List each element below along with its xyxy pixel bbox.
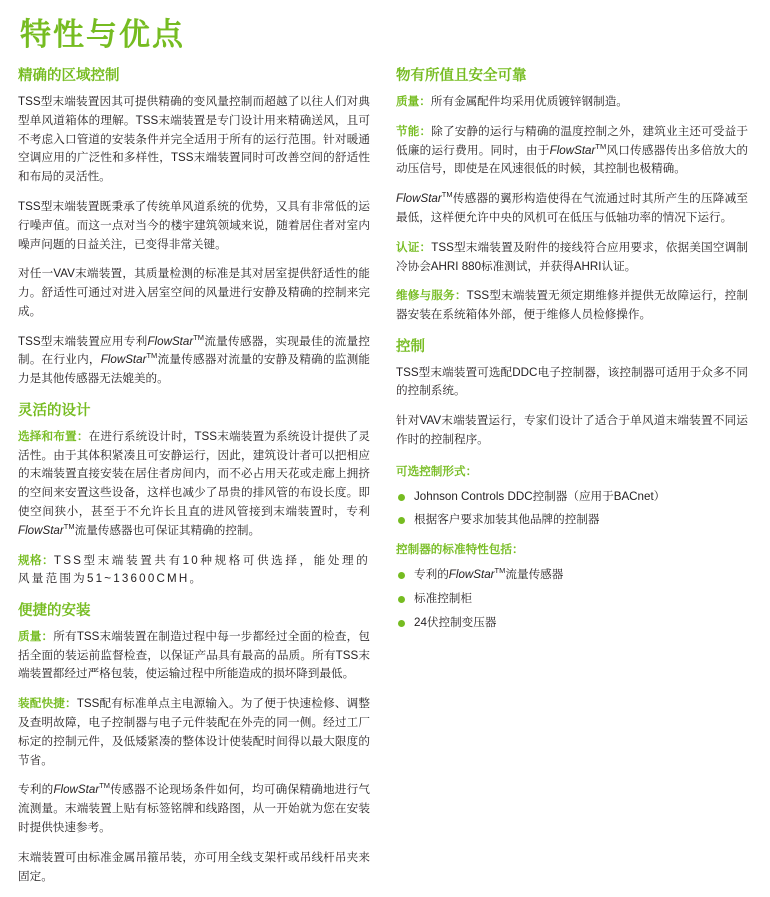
paragraph-text: TSS型末端装置及附件的接线符合应用要求，依据美国空调制冷协会AHRI 880标准测试，并获得AHRI认证。 <box>396 240 748 273</box>
paragraph-text: TSS型末端装置共有10种规格可供选择，能处理的风量范围为51~13600CMH。 <box>18 553 370 586</box>
paragraph: TSS型末端装置因其可提供精确的变风量控制而超越了以往人们对典型单风道箱体的理解。TSS末端装置是专门设计用来精确送风，且可不考虑入口管道的安装条件并完全适用于所有的运行范围。针对暖通空调应用的广泛性和多样性，TSS末端装置同时可改善空间的舒适性和布局的灵活性。 <box>18 95 370 184</box>
list-item: 根据客户要求加装其他品牌的控制器 <box>396 511 748 530</box>
paragraph: TSS型末端装置可选配DDC电子控制器，该控制器可适用于众多不同的控制系统。 <box>396 365 748 398</box>
right-column <box>396 67 748 897</box>
section-heading-value-reliability: 物有所值且安全可靠 <box>396 68 527 85</box>
paragraph: TSS型末端装置应用专利FlowStar™流量传感器，实现最佳的流量控制。在行业内，FlowStar™流量传感器对流量的安静及精确的监测能力是其他传感器无法媲美的。 <box>18 332 370 386</box>
paragraph-lead: 装配快捷： <box>18 697 77 711</box>
paragraph-text: TSS型末端装置无须定期维修并提供无故障运行，控制器安装在系统箱体外部，便于维修人员检修操作。 <box>396 289 748 322</box>
paragraph-lead: 规格： <box>18 553 54 567</box>
section-heading-control: 控制 <box>396 338 425 355</box>
control-options-list <box>396 488 748 531</box>
section-heading-flexible-design: 灵活的设计 <box>18 402 91 419</box>
paragraph: 专利的FlowStar™传感器不论现场条件如何，均可确保精确地进行气流测量。末端装置上贴有标签铭牌和线路图，从一开始就为您在安装时提供快速参考。 <box>18 781 370 834</box>
controller-features-list <box>396 566 748 632</box>
paragraph: FlowStar™传感器的翼形构造使得在气流通过时其所产生的压降减至最低，这样便允许中央的风机可在低压与低轴功率的情况下运行。 <box>396 190 748 224</box>
paragraph <box>396 93 748 112</box>
paragraph-text: 除了安静的运行与精确的温度控制之外，建筑业主还可受益于低廉的运行费用。同时，由于FlowStar™风口传感器传出多倍放大的动压信号，即使是在风速很低的时候，其控制也极精确。 <box>396 124 748 176</box>
paragraph <box>18 628 370 684</box>
paragraph-text: 所有TSS末端装置在制造过程中每一步都经过全面的检查，包括全面的装运前监督检查，以保证产品具有最高的品质。所有TSS末端装置都经过严格包装，使运输过程中所能造成的损坏降到最低。 <box>18 629 370 681</box>
paragraph <box>18 552 370 590</box>
section-heading-zone-control: 精确的区域控制 <box>18 68 120 85</box>
list-item: 专利的FlowStar™流量传感器 <box>396 566 748 585</box>
paragraph <box>18 428 370 541</box>
paragraph-lead: 选择和布置： <box>18 429 89 443</box>
list-item: 24伏控制变压器 <box>396 614 748 633</box>
paragraph-lead: 认证： <box>396 240 432 254</box>
paragraph: 对任一VAV末端装置，其质量检测的标准是其对居室提供舒适性的能力。舒适性可通过对进入居室空间的风量进行安静及精确的控制来完成。 <box>18 267 370 318</box>
list-item: 标准控制柜 <box>396 590 748 609</box>
left-column <box>18 67 370 897</box>
subheading-controller-features: 控制器的标准特性包括： <box>396 543 524 557</box>
two-column-layout <box>18 67 752 897</box>
page-title: 特性与优点 <box>20 17 185 52</box>
paragraph: 末端装置可由标准金属吊箍吊装，亦可用全线支架杆或吊线杆吊夹来固定。 <box>18 850 370 883</box>
paragraph-text: 在进行系统设计时，TSS末端装置为系统设计提供了灵活性。由于其体积紧凑且可安静运行，因此，建筑设计者可以把相应的末端装置直接安装在居住者房间内，而不必占用天花或走廊上拥挤的空间来安置这些设备，这样也减少了昂贵的排风管的布设长度。即使空间狭小，甚至于不允许长且直的进风管接到末端装置时，专利FlowStar™流量传感器也可保证其精确的控制。 <box>18 429 370 537</box>
paragraph-lead: 质量： <box>18 629 54 643</box>
paragraph-lead: 维修与服务： <box>396 289 467 303</box>
paragraph <box>396 287 748 325</box>
paragraph <box>18 695 370 770</box>
paragraph-text: TSS配有标准单点主电源输入。为了便于快速检修、调整及查明故障，电子控制器与电子元件装配在外壳的同一侧。经过工厂标定的控制元件，及低矮紧凑的整体设计使装配时间得以最大限度的节省。 <box>18 697 370 767</box>
subheading-control-options: 可选控制形式： <box>396 464 478 478</box>
paragraph <box>396 123 748 179</box>
paragraph-text: 所有金属配件均采用优质镀锌钢制造。 <box>430 95 628 109</box>
paragraph <box>396 239 748 277</box>
paragraph: TSS型末端装置既秉承了传统单风道系统的优势，又具有非常低的运行噪声值。而这一点对当今的楼宇建筑领域来说，随着居住者对室内噪声问题的日益关注，已变得非常关键。 <box>18 199 370 251</box>
paragraph-lead: 质量： <box>396 95 431 109</box>
paragraph: 针对VAV末端装置运行，专家们设计了适合于单风道末端装置不同运作时的控制程序。 <box>396 414 748 447</box>
section-heading-easy-install: 便捷的安装 <box>18 603 91 620</box>
list-item: Johnson Controls DDC控制器（应用于BACnet） <box>396 488 748 507</box>
paragraph-lead: 节能： <box>396 124 432 138</box>
